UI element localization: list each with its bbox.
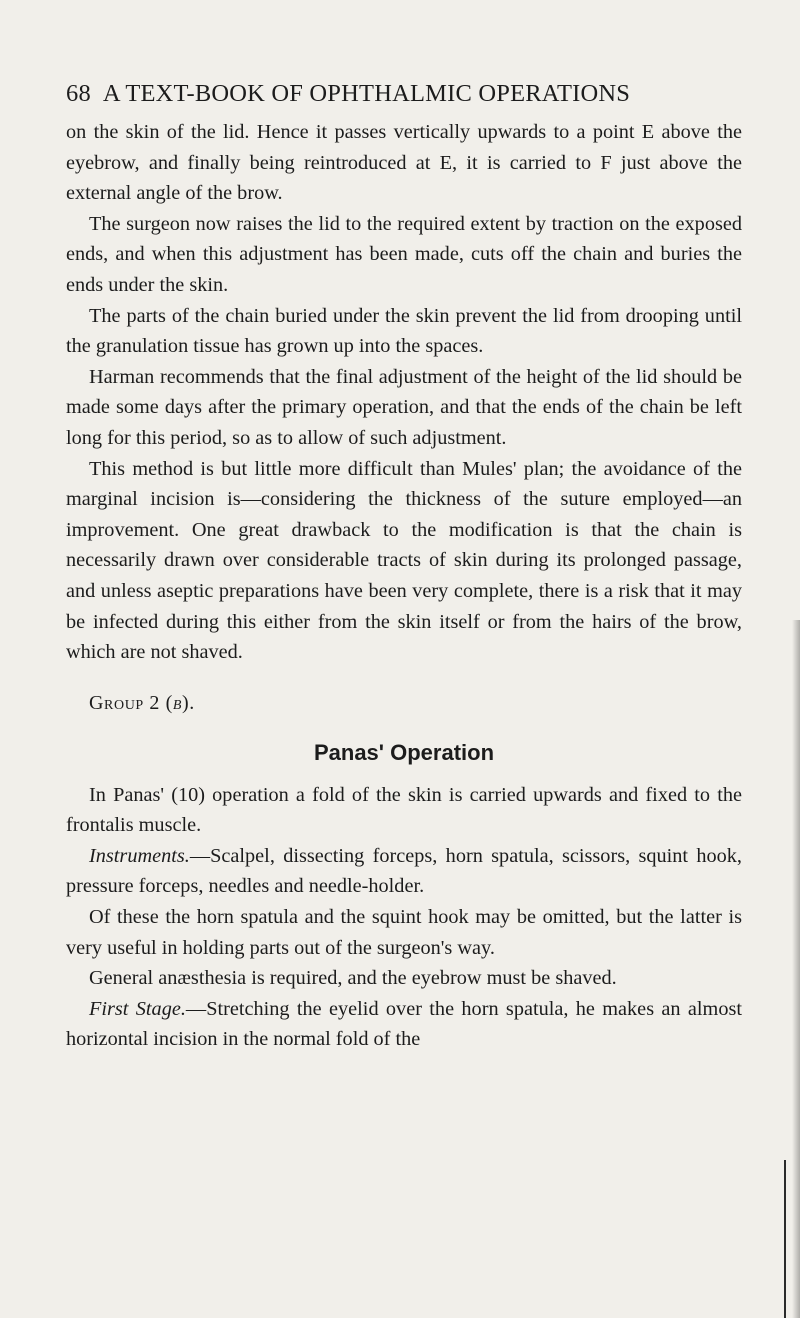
page-edge-shadow [792, 620, 800, 1318]
group-heading-label: Group 2 [89, 691, 160, 714]
running-head [66, 80, 742, 108]
book-page [66, 80, 742, 1055]
running-title: A TEXT-BOOK OF OPHTHALMIC OPERATIONS [102, 80, 631, 107]
paragraph: The parts of the chain buried under the skin prevent the lid from drooping until the granulation tissue has grown up into the spaces. [66, 304, 742, 358]
paragraph: Harman recommends that the final adjustment of the height of the lid should be made some days after the primary operation, and that the ends of the chain be left long for this period, so as to allow of such adjustment. [66, 365, 742, 449]
paragraph: The surgeon now raises the lid to the required extent by traction on the exposed ends, and when this adjustment has been made, cuts off the chain and buries the ends under the skin. [66, 212, 742, 296]
paragraph-body: —Scalpel, dissecting forceps, horn spatula, scissors, squint hook, pressure forceps, needles and needle-holder. [66, 844, 742, 898]
paragraph: In Panas' (10) operation a fold of the skin is carried upwards and fixed to the frontalis muscle. [66, 783, 742, 837]
group-heading: Group 2 (b). [89, 691, 195, 714]
paragraph [66, 841, 742, 902]
body-text [66, 117, 742, 1055]
page-number: 68 [66, 80, 91, 107]
paragraph-body: —Stretching the eyelid over the horn spatula, he makes an almost horizontal incision in the normal fold of the [66, 997, 742, 1051]
paragraph [66, 994, 742, 1055]
paragraph: on the skin of the lid. Hence it passes vertically upwards to a point E above the eyebrow, and finally being reintroduced at E, it is carried to F just above the external angle of the brow. [66, 121, 742, 205]
paragraph-lead: First Stage. [89, 997, 186, 1020]
paragraph: This method is but little more difficult than Mules' plan; the avoidance of the marginal incision is—considering the thickness of the suture employed—an improvement. One great drawback to the modification is that the chain is necessarily drawn over considerable tracts of skin during its prolonged passage, and unless aseptic preparations have been very complete, there is a risk that it may be infected during this either from the skin itself or from the hairs of the brow, which are not shaved. [66, 457, 742, 664]
group-heading-sub: b [172, 691, 183, 714]
page-edge-line [784, 1160, 786, 1318]
section-title: Panas' Operation [313, 739, 495, 765]
paragraph-lead: Instruments. [89, 844, 190, 867]
paragraph: Of these the horn spatula and the squint hook may be omitted, but the latter is very useful in holding parts out of the surgeon's way. [66, 906, 742, 959]
paragraph: General anæsthesia is required, and the eyebrow must be shaved. [89, 967, 617, 990]
